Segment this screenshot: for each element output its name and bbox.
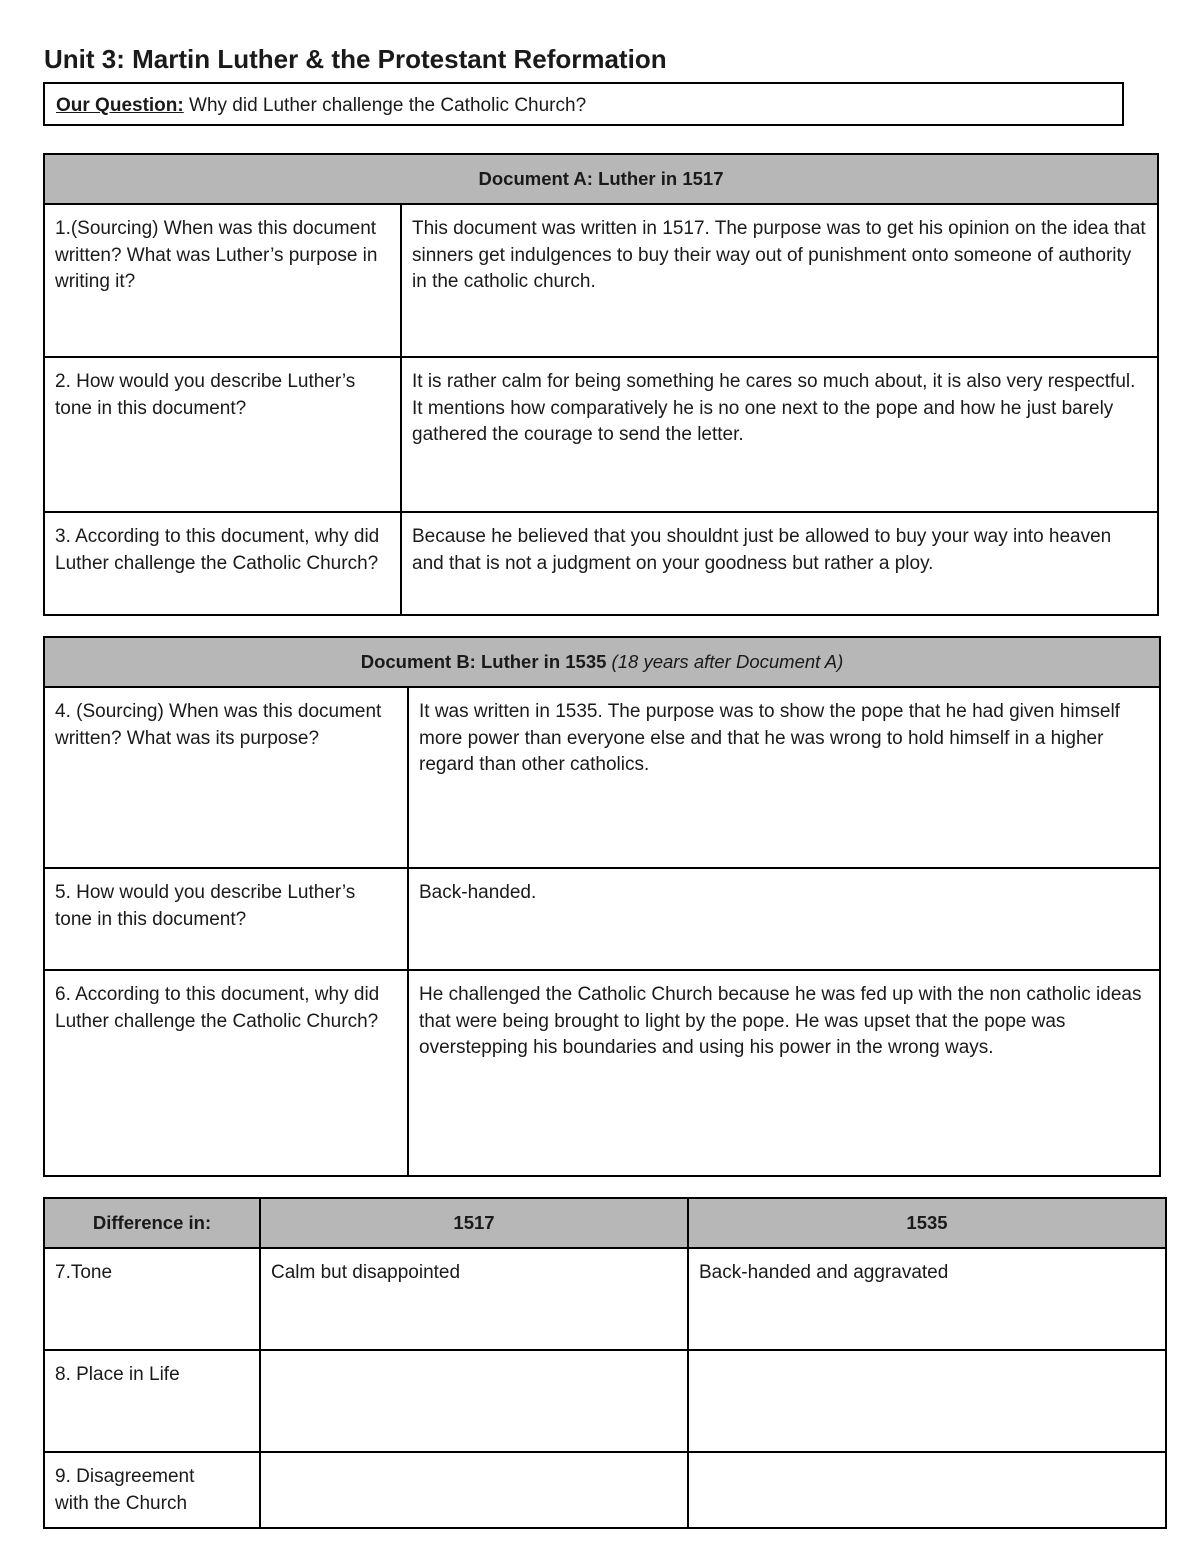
document-a-header: Document A: Luther in 1517: [44, 154, 1158, 204]
document-b-header-title: Document B: Luther in 1535: [360, 650, 607, 672]
question-5-prompt: 5. How would you describe Luther’s tone in this document?: [44, 868, 408, 970]
question-1-prompt: 1.(Sourcing) When was this document written? What was Luther’s purpose in writing it?: [44, 204, 401, 357]
question-2-prompt: 2. How would you describe Luther’s tone in this document?: [44, 357, 401, 512]
question-4-prompt: 4. (Sourcing) When was this document written? What was its purpose?: [44, 687, 408, 868]
row-8-1517-cell[interactable]: [260, 1350, 688, 1452]
our-question-box: [43, 82, 1124, 126]
row-9-label: 9. Disagreement with the Church: [44, 1452, 260, 1528]
document-a-table: [43, 153, 1159, 616]
our-question-label: Our Question:: [56, 95, 184, 116]
question-5-answer[interactable]: Back-handed.: [408, 868, 1160, 970]
row-9-1517-cell[interactable]: [260, 1452, 688, 1528]
row-7-label: 7.Tone: [44, 1248, 260, 1350]
row-7-1535-cell[interactable]: Back-handed and aggravated: [688, 1248, 1166, 1350]
question-2-answer[interactable]: It is rather calm for being something he cares so much about, it is also very respectful. It mentions how comparatively he is no one next to the pope and how he just barely gathered the courage to send the letter.: [401, 357, 1158, 512]
row-8-1535-cell[interactable]: [688, 1350, 1166, 1452]
document-b-header: [44, 637, 1160, 687]
row-9-1535-cell[interactable]: [688, 1452, 1166, 1528]
row-8-label: 8. Place in Life: [44, 1350, 260, 1452]
our-question-text: Why did Luther challenge the Catholic Church?: [183, 95, 587, 116]
question-6-answer[interactable]: He challenged the Catholic Church because he was fed up with the non catholic ideas that were being brought to light by the pope. He was upset that the pope was overstepping his boundaries and using his power in the wrong ways.: [408, 970, 1160, 1176]
question-4-answer[interactable]: It was written in 1535. The purpose was to show the pope that he had given himself more power than everyone else and that he was wrong to hold himself in a higher regard than other catholics.: [408, 687, 1160, 868]
comparison-header-difference: Difference in:: [44, 1198, 260, 1248]
comparison-table: [43, 1197, 1167, 1529]
question-3-answer[interactable]: Because he believed that you shouldnt just be allowed to buy your way into heaven and that is not a judgment on your goodness but rather a ploy.: [401, 512, 1158, 615]
document-b-table: [43, 636, 1161, 1177]
comparison-header-1535: 1535: [688, 1198, 1166, 1248]
question-6-prompt: 6. According to this document, why did Luther challenge the Catholic Church?: [44, 970, 408, 1176]
question-1-answer[interactable]: This document was written in 1517. The purpose was to get his opinion on the idea that sinners get indulgences to buy their way out of punishment onto someone of authority in the catholic church.: [401, 204, 1158, 357]
comparison-header-1517: 1517: [260, 1198, 688, 1248]
question-3-prompt: 3. According to this document, why did Luther challenge the Catholic Church?: [44, 512, 401, 615]
page-title: Unit 3: Martin Luther & the Protestant Reformation: [44, 44, 667, 74]
row-7-1517-cell[interactable]: Calm but disappointed: [260, 1248, 688, 1350]
document-b-header-note: (18 years after Document A): [606, 650, 844, 672]
